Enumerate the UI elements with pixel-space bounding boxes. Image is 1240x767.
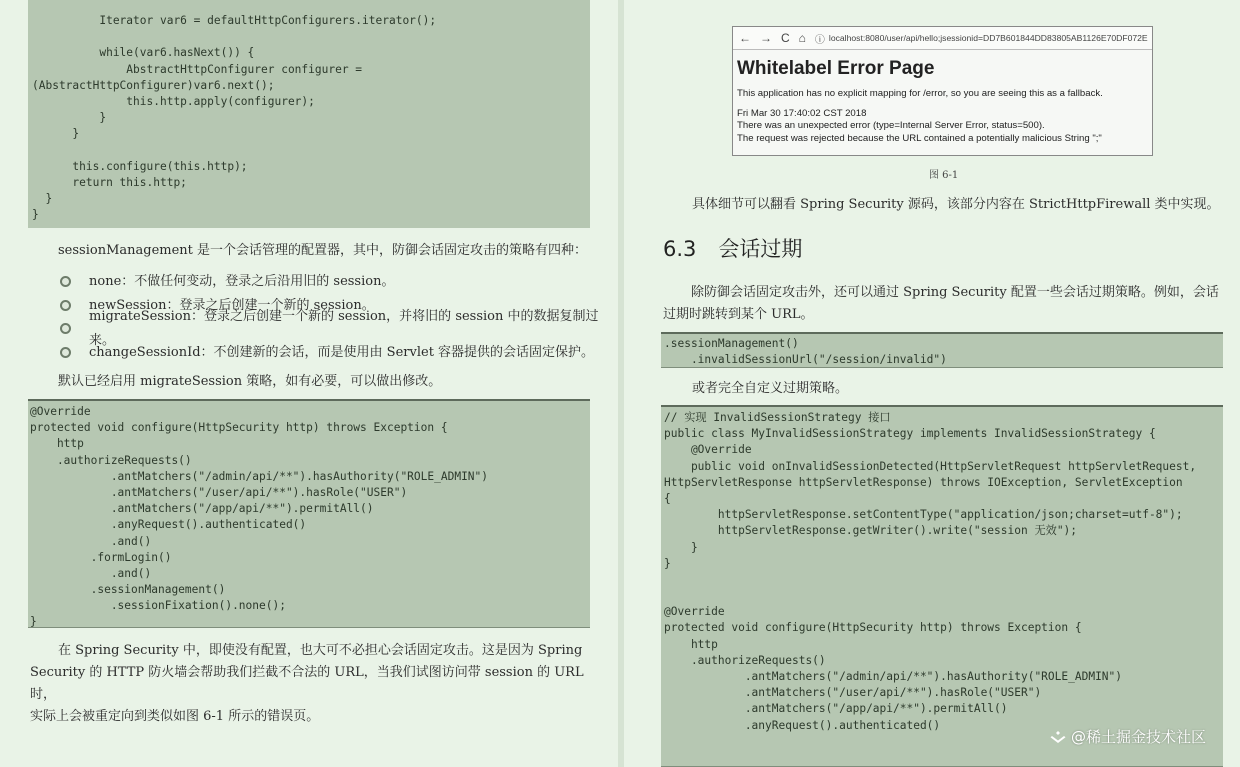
code-line: }	[664, 540, 698, 554]
code-line: .and()	[30, 534, 152, 548]
code-line: }	[32, 208, 39, 222]
code-line: http	[664, 637, 718, 651]
watermark-text: @稀土掘金技术社区	[1071, 728, 1207, 746]
code-line: }	[32, 127, 80, 141]
error-line: There was an unexpected error (type=Internal Server Error, status=500).	[737, 120, 1045, 132]
code-line: .sessionFixation().none();	[30, 599, 286, 613]
code-line	[664, 572, 1223, 588]
code-block-custom-strategy	[661, 405, 1223, 767]
code-line: .and()	[30, 566, 152, 580]
code-line: public class MyInvalidSessionStrategy implements InvalidSessionStrategy {	[664, 427, 1156, 441]
forward-arrow-icon: →	[760, 31, 772, 45]
circle-bullet-icon	[60, 300, 71, 311]
code-line: .anyRequest().authenticated()	[664, 718, 941, 732]
code-line: }	[32, 192, 53, 206]
paragraph-custom-strategy: 或者完全自定义过期策略。	[692, 381, 849, 396]
code-line: .antMatchers("/app/api/**").permitAll()	[664, 702, 1008, 716]
code-line: protected void configure(HttpSecurity http) throws Exception {	[30, 421, 448, 435]
code-line: }	[664, 556, 671, 570]
code-line: .sessionManagement()	[664, 337, 799, 350]
code-line: this.configure(this.http);	[32, 159, 248, 173]
fixation-strategy-list	[60, 270, 618, 364]
code-line: }	[30, 615, 37, 628]
code-line: .invalidSessionUrl("/session/invalid")	[664, 353, 947, 367]
error-line: Fri Mar 30 17:40:02 CST 2018	[737, 107, 867, 119]
code-block-configure	[28, 399, 590, 628]
paragraph-firewall: 在 Spring Security 中，即使没有配置，也大可不必担心会话固定攻击。这是因为 Spring Security 的 HTTP 防火墙会帮助我们拦截不合法的 URL，当我们试图访问带 session 的 URL 时， 实际上会被重定向到类似如图 6-1 所示的错误页。	[30, 643, 584, 724]
paragraph-default-strategy: 默认已经启用 migrateSession 策略，如有必要，可以做出修改。	[58, 374, 442, 389]
code-line: // 实现 InvalidSessionStrategy 接口	[664, 411, 891, 424]
code-line: (AbstractHttpConfigurer)var6.next();	[32, 78, 275, 92]
list-item: migrateSession：登录之后创建一个新的 session，并将旧的 session 中的数据复制过来。	[60, 317, 618, 341]
code-line: .antMatchers("/app/api/**").permitAll()	[30, 502, 374, 516]
code-block-invalid-url	[661, 332, 1223, 368]
code-line: httpServletResponse.getWriter().write("session 无效");	[664, 524, 1078, 538]
paragraph-firewall-detail: 具体细节可以翻看 Spring Security 源码，该部分内容在 StrictHttpFirewall 类中实现。	[692, 197, 1220, 212]
code-line: @Override	[664, 605, 725, 619]
circle-bullet-icon	[60, 276, 71, 287]
section-heading	[663, 233, 802, 263]
code-block-builder-tail	[28, 0, 590, 228]
code-line: AbstractHttpConfigurer configurer =	[32, 62, 363, 76]
paragraph-session-management: sessionManagement 是一个会话管理的配置器，其中，防御会话固定攻击的策略有四种：	[58, 243, 588, 258]
circle-bullet-icon	[60, 323, 71, 334]
code-line	[32, 29, 590, 45]
code-line: .sessionManagement()	[30, 583, 226, 597]
code-line: @Override	[30, 405, 91, 418]
paragraph-session-expire: 除防御会话固定攻击外，还可以通过 Spring Security 配置一些会话过期策略。例如，会话 过期时跳转到某个 URL。	[663, 285, 1219, 322]
code-line: {	[664, 491, 671, 505]
figure-caption: 图 6-1	[929, 170, 959, 181]
list-item: newSession：登录之后创建一个新的 session。	[60, 294, 618, 318]
info-icon: ⓘ	[814, 34, 825, 46]
code-line: HttpServletResponse httpServletResponse) throws IOException, ServletException	[664, 475, 1183, 489]
circle-bullet-icon	[60, 347, 71, 358]
browser-screenshot-figure	[732, 26, 1153, 156]
back-arrow-icon: ←	[739, 31, 751, 45]
code-line: httpServletResponse.setContentType("application/json;charset=utf-8");	[664, 508, 1183, 522]
code-line: return this.http;	[32, 175, 187, 189]
code-line	[664, 588, 1223, 604]
error-line: This application has no explicit mapping for /error, so you are seeing this as a fallback.	[737, 88, 1103, 99]
code-line: @Override	[664, 443, 752, 457]
code-line: .formLogin()	[30, 550, 172, 564]
code-line: Iterator var6 = defaultHttpConfigurers.iterator();	[32, 14, 437, 27]
home-icon: ⌂	[798, 31, 806, 45]
list-item: none：不做任何变动，登录之后沿用旧的 session。	[60, 270, 618, 294]
code-line: .antMatchers("/admin/api/**").hasAuthority("ROLE_ADMIN")	[664, 670, 1123, 683]
list-item: changeSessionId：不创建新的会话，而是使用由 Servlet 容器提供的会话固定保护。	[60, 341, 618, 365]
code-line: .authorizeRequests()	[664, 653, 826, 667]
code-line	[32, 143, 590, 159]
watermark	[1050, 726, 1206, 747]
left-page	[0, 0, 618, 767]
code-line: .antMatchers("/user/api/**").hasRole("USER")	[30, 485, 408, 499]
section-title: 会话过期	[718, 237, 803, 261]
code-line: }	[32, 111, 107, 125]
code-line: protected void configure(HttpSecurity http) throws Exception {	[664, 621, 1082, 635]
browser-address-bar	[733, 27, 1152, 50]
code-line: this.http.apply(configurer);	[32, 94, 315, 108]
code-line: .anyRequest().authenticated()	[30, 518, 307, 532]
error-line: The request was rejected because the URL contained a potentially malicious String ";"	[737, 132, 1102, 144]
reload-icon: C	[781, 31, 790, 45]
code-line: public void onInvalidSessionDetected(HttpServletRequest httpServletRequest,	[664, 459, 1197, 473]
error-page-title: Whitelabel Error Page	[737, 58, 935, 79]
code-line: .antMatchers("/admin/api/**").hasAuthority("ROLE_ADMIN")	[30, 469, 489, 483]
code-line: http	[30, 437, 84, 451]
code-line: .antMatchers("/user/api/**").hasRole("USER")	[664, 686, 1042, 700]
section-number: 6.3	[663, 237, 697, 261]
url-text: localhost:8080/user/api/hello;jsessionid=DD7B601844DD83805AB1126E70DF072E	[828, 33, 1148, 43]
juejin-logo-icon	[1050, 729, 1066, 745]
code-line: while(var6.hasNext()) {	[32, 46, 255, 60]
code-line: .authorizeRequests()	[30, 453, 192, 467]
